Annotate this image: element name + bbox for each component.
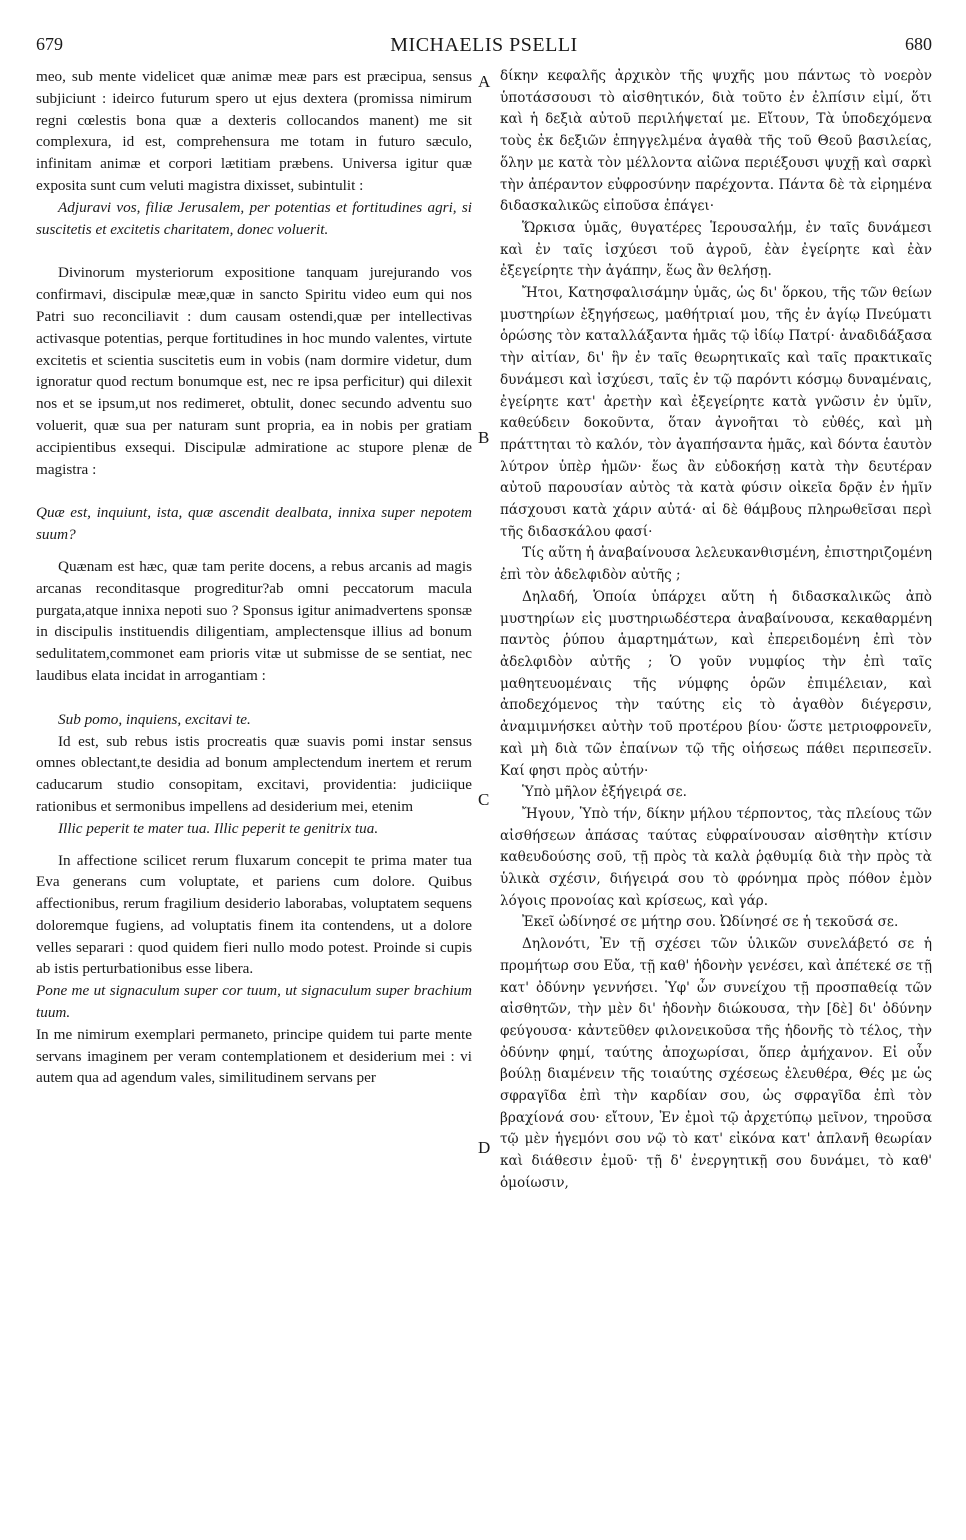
latin-scripture-quote: Sub pomo, inquiens, excitavi te. [58,710,251,728]
latin-paragraph: Id est, sub rebus istis procreatis quæ suavis pomi instar sensus omnes oblectant,te desidia ad bonum amplectendum inertem et rerum caducarum studio consopitam, excitavi, providentia: judiciique rationibus et sermonibus impellens ad desiderium mei, etenim [36,732,472,815]
latin-paragraph: In me nimirum exemplari permaneto, principe quidem tui parte mente servans imaginem per veram contemplationem et desiderium mei : vi autem qua ad agendum vales, similitudinem servans per [36,1025,472,1087]
greek-paragraph: Ἤτοι, Κατησφαλισάμην ὑμᾶς, ὡς δι' ὅρκου, τῆς τῶν θείων μυστηρίων ἐξηγήσεως, μαθήτριαί μου, τῆς ἐν ἁγίῳ Πνεύματι ὁρώσης τὸν καταλλάξαντα ἡμᾶς τῷ ἰδίῳ Πατρί· ἀναδιδάξασα τὴν αἰτίαν, δι' ἣν ἐν ταῖς θεωρητικαῖς καὶ ταῖς πρακτικαῖς δυνάμεσι καὶ ἰσχύεσι, ταῖς ἐν τῷ παρόντι κόσμῳ δυναμέναις, ἐγείρητε κατ' ἀρετὴν καὶ ἐξεγείρητε κατὰ γνῶσιν ἐν ὑμῖν, καθεύδειν δοκοῦντα, ὅταν ἀγνοῆται τὸ εὐθές, καὶ μὴ πράττηται τὸ καλόν, τὸν ἀγαπήσαντα ἡμᾶς, καὶ δόντα ἑαυτὸν λύτρον ὑπὲρ ἡμῶν· ἕως ἂν εὐδοκήσῃ κατὰ τὴν δευτέραν αὐτοῦ παρουσίαν αὐτὸς τὰ κατὰ φύσιν οἰκεῖα δρᾷν ἐν ἡμῖν πάσχουσι κατὰ χάριν αὐτά· αἱ δὲ θάμβους πληρωθεῖσαι περὶ τῆς διδασκάλου φασί· [500,285,932,540]
latin-scripture-quote: Pone me ut signaculum super cor tuum, ut signaculum super brachium tuum. [36,982,472,1022]
margin-letter-b: B [478,428,490,447]
margin-letter-a: A [478,72,491,91]
greek-scripture-quote: Ἐκεῖ ὠδίνησέ σε μήτηρ σου. Ὠδίνησέ σε ἡ τεκοῦσά σε. [522,914,899,931]
margin-letter-d: D [478,1138,491,1157]
greek-paragraph: Ἤγουν, Ὑπὸ τήν, δίκην μήλου τέρποντος, τὰς πλείους τῶν αἰσθήσεων ἁπάσας ταύτας εὐφραίνουσαν αἰσθητὴν κτίσιν καθευδούσης σοῦ, τῇ πρὸς τὰ καλὰ ῥᾳθυμίᾳ διὰ τὴν πρὸς τὰ ὑλικὰ σχέσιν, διήγειρά σου τὸ φρόνημα πρὸς πόθον ἐμὸν λόγοις προνοίας καὶ κρίσεως, καὶ γάρ. [500,805,932,909]
running-title: MICHAELIS PSELLI [390,34,578,56]
greek-scripture-quote: Ὑπὸ μῆλον ἐξήγειρά σε. [522,784,687,801]
greek-scripture-quote: Ὥρκισα ὑμᾶς, θυγατέρες Ἱερουσαλήμ, ἐν ταῖς δυνάμεσι καὶ ἐν ταῖς ἰσχύεσι τοῦ ἀγροῦ, ἐὰν ἐγείρητε καὶ ἐὰν ἐξεγείρητε τὴν ἀγάπην, ἕως ἂν θελήσῃ. [500,219,932,280]
greek-column [500,66,932,1195]
margin-letter-c: C [478,790,490,809]
page-number-right: 680 [905,34,932,54]
latin-column [36,66,472,1089]
latin-paragraph: meo, sub mente videlicet quæ animæ meæ pars est præcipua, sensus subjiciunt : ideirco futurum spero ut ejus dextera (promissa nimirum regni cœlestis bona quæ a dexteris collocandos manent) me sit complexura, id est, comprehensura me totam in futuro sæculo, infinitam animæ et corpori lætitiam præbens. Universa igitur quæ exposita sunt cum veluti magistra dixisset, subintulit : [36,68,472,194]
page-header [36,34,932,58]
page-number-left: 679 [36,34,63,54]
greek-paragraph: Δηλονότι, Ἐν τῇ σχέσει τῶν ὑλικῶν συνελάβετό σε ἡ προμήτωρ σου Εὔα, τῇ καθ' ἡδονὴν γενέσει, καὶ ἀπέτεκέ σε τῇ κατ' ὀδύνην γεννήσει. Ὑφ' ὧν συνείχου τῇ προσπαθείᾳ τῶν αἰσθητῶν, τὴν μὲν δι' ἡδονὴν διώκουσα, τὴν [δὲ] δι' ὀδύνην φεύγουσα· κἀντεῦθεν φιλονεικοῦσα τῆς ἡδονῆς τὸ τέλος, τὴν ὀδύνην φημί, ταύτης ἀποχωρίσαι, ὅπερ ἀμήχανον. Εἰ οὖν βούλῃ διαμένειν τῆς τοιαύτης σχέσεως ἐλευθέρα, Θές με ὡς σφραγῖδα ἐπὶ τὴν καρδίαν σου, ὡς σφραγῖδα ἐπὶ τὸν βραχίονά σου· εἴτουν, Ἐν ἐμοὶ τῷ ἀρχετύπῳ μεῖνον, τηροῦσα τῷ μὲν ἡγεμόνι σου νῷ τὸ κατ' εἰκόνα κατ' ἀπλανῆ θεωρίαν καὶ διάθεσιν ἐμοῦ· τῇ δ' ἐνεργητικῇ σου δυνάμει, τὸ καθ' ὁμοίωσιν, [500,936,932,1191]
latin-paragraph: In affectione scilicet rerum fluxarum concepit te prima mater tua Eva generans cum voluptate, et pariens cum dolore. Quibus affectionibus, rerum fragilium desiderio laborabas, voluptatem sequens doloremque fugiens, ad voluptatis finem ita contendens, ut a dolore velles separari : quod quidem fieri nullo modo potest. Proinde si cupis ab istis perturbationibus esse libera. [36,851,472,978]
greek-scripture-quote: Τίς αὕτη ἡ ἀναβαίνουσα λελευκανθισμένη, ἐπιστηριζομένη ἐπὶ τὸν ἀδελφιδὸν αὐτῆς ; [500,545,932,584]
latin-scripture-quote: Adjuravi vos, filiæ Jerusalem, per potentias et fortitudines agri, si suscitetis et excitetis charitatem, donec voluerit. [36,198,472,238]
greek-paragraph: Δηλαδή, Ὁποία ὑπάρχει αὕτη ἡ διδασκαλικῶς ἀπὸ μυστηρίων εἰς μυστηριωδέστερα ἀναβαίνουσα, κεκαθαρμένη παντὸς ῥύπου ἁμαρτημάτων, καὶ ἐπερειδομένη ἐπὶ τὸν ἀδελφιδὸν αὐτῆς ; Ὁ γοῦν νυμφίος τὴν ἐπὶ ταῖς μαθητευομέναις τῆς νύμφης ὁρῶν ἐπιμέλειαν, καὶ ἀποδεχόμενος τὴν ταύτης εἰς τὸ ἀγαθὸν διέγερσιν, ἀναμιμνήσκει αὐτὴν τοῦ προτέρου βίου· ὥστε μετριοφρονεῖν, καὶ μὴ διὰ τῶν ἐπαίνων τῷ τῆς οἰήσεως πάθει περιπεσεῖν. Καί φησι πρὸς αὐτήν· [500,588,932,779]
latin-scripture-quote: Quæ est, inquiunt, ista, quæ ascendit dealbata, innixa super nepotem suum? [36,504,472,544]
greek-paragraph: δίκην κεφαλῆς ἀρχικὸν τῆς ψυχῆς μου πάντως τὸ νοερὸν ὑποτάσσουσι τὸ αἰσθητικόν, διὰ τοῦτο ἐν ἐλπίσιν εἰμί, ὅτι καὶ ἡ δεξιὰ αὐτοῦ περιλήψεταί με. Εἴτουν, Τὰ ὑποδεχόμενα τοὺς ἐκ δεξιῶν ἐπηγγελμένα ἀγαθὰ τῆς τοῦ Θεοῦ βασιλείας, ὅλην με κατὰ τὸν μέλλοντα αἰῶνα περιέξουσι ψυχῇ καὶ σαρκὶ τὴν ἀπέραντον εὐφροσύνην παρέχοντα. Πάντα δὲ τὰ εἰρημένα διδασκαλικῶς εἰποῦσα ἐπάγει· [500,68,932,215]
latin-paragraph: Quænam est hæc, quæ tam perite docens, a rebus arcanis ad magis arcanas reconditasque progreditur?ab omni peccatorum macula purgata,atque innixa nepoti suo ? Sponsus igitur animadvertens sponsæ in discipulis instituendis diligentiam, amplectensque illius ad bonum sedulitatem,commonet eam prioris vitæ ut submisse de se sentiat, nec laudibus elata incidat in arrogantiam : [36,557,472,684]
latin-paragraph: Divinorum mysteriorum expositione tanquam jurejurando vos confirmavi, discipulæ meæ,quæ in sancto Spiritu video eum qui nos Patri suo reconciliavit : dum causam ostendi,quæ per intellectivas activasque potentias, perque fortitudines in hoc mundo valentes, virtute excitetis et scientia suscitetis eum in vobis (nam dormire videtur, dum ignoratur quod rectum bonumque est, nec re ipsa perficitur) qui dilexit nos et se ipsum,ut nos redimeret, obtulit, donec secundo adventu suo voluerit, quæ sua per naturam sunt propria, ea in nobis per gratiam accipientibus exsequi. Discipulæ admiratione ac stupore plenæ de magistra : [36,264,472,478]
latin-scripture-quote: Illic peperit te mater tua. Illic peperit te genitrix tua. [58,819,379,837]
